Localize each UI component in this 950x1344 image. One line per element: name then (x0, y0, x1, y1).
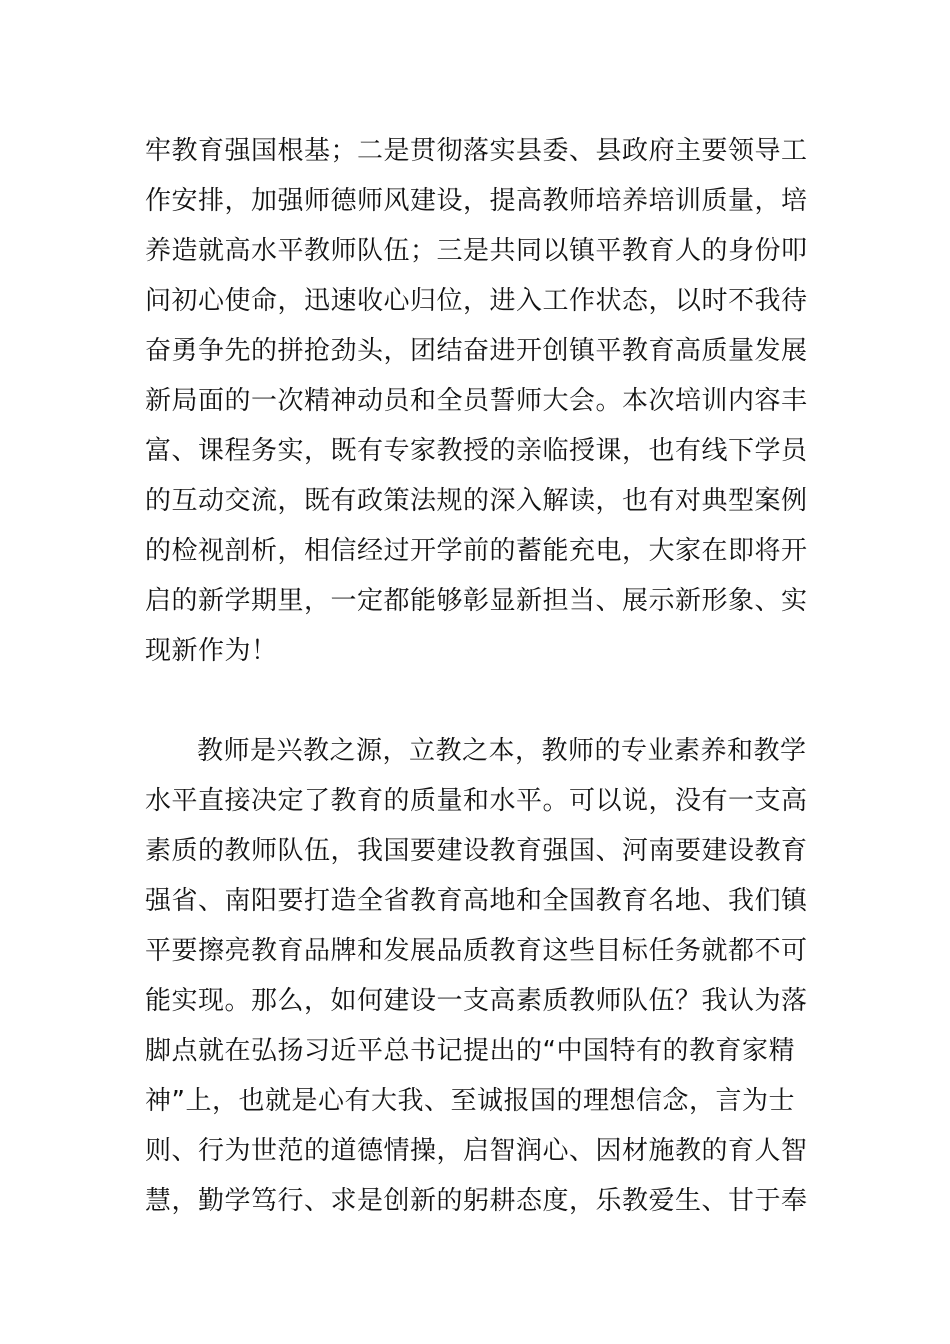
text-line: 奋勇争先的拼抢劲头，团结奋进开创镇平教育高质量发展 (145, 336, 808, 366)
text-line: 慧，勤学笃行、求是创新的躬耕态度，乐教爱生、甘于奉 (145, 1186, 808, 1216)
text-line: 神”上，也就是心有大我、至诚报国的理想信念，言为士 (145, 1086, 795, 1116)
text-line: 平要擦亮教育品牌和发展品质教育这些目标任务就都不可 (145, 936, 808, 966)
text-line: 养造就高水平教师队伍；三是共同以镇平教育人的身份叩 (145, 236, 808, 266)
paragraph-1 (145, 126, 825, 676)
text-line: 富、课程务实，既有专家教授的亲临授课，也有线下学员 (145, 436, 808, 466)
text-line: 脚点就在弘扬习近平总书记提出的“中国特有的教育家精 (145, 1036, 795, 1066)
text-line: 水平直接决定了教育的质量和水平。可以说，没有一支高 (145, 786, 808, 816)
text-line: 则、行为世范的道德情操，启智润心、因材施教的育人智 (145, 1136, 808, 1166)
text-line: 的检视剖析，相信经过开学前的蓄能充电，大家在即将开 (145, 536, 808, 566)
paragraph-2 (145, 726, 825, 1226)
text-line: 的互动交流，既有政策法规的深入解读，也有对典型案例 (145, 486, 808, 516)
text-line: 能实现。那么，如何建设一支高素质教师队伍？我认为落 (145, 986, 808, 1016)
text-line: 新局面的一次精神动员和全员誓师大会。本次培训内容丰 (145, 386, 808, 416)
text-line: 强省、南阳要打造全省教育高地和全国教育名地、我们镇 (145, 886, 808, 916)
text-line: 牢教育强国根基；二是贯彻落实县委、县政府主要领导工 (145, 136, 808, 166)
text-line: 素质的教师队伍，我国要建设教育强国、河南要建设教育 (145, 836, 808, 866)
text-line: 启的新学期里，一定都能够彰显新担当、展示新形象、实 (145, 586, 808, 616)
text-line: 问初心使命，迅速收心归位，进入工作状态，以时不我待 (145, 286, 808, 316)
text-line: 作安排，加强师德师风建设，提高教师培养培训质量，培 (145, 186, 808, 216)
text-line: 教师是兴教之源，立教之本，教师的专业素养和教学 (197, 736, 807, 766)
text-line: 现新作为！ (145, 636, 278, 666)
